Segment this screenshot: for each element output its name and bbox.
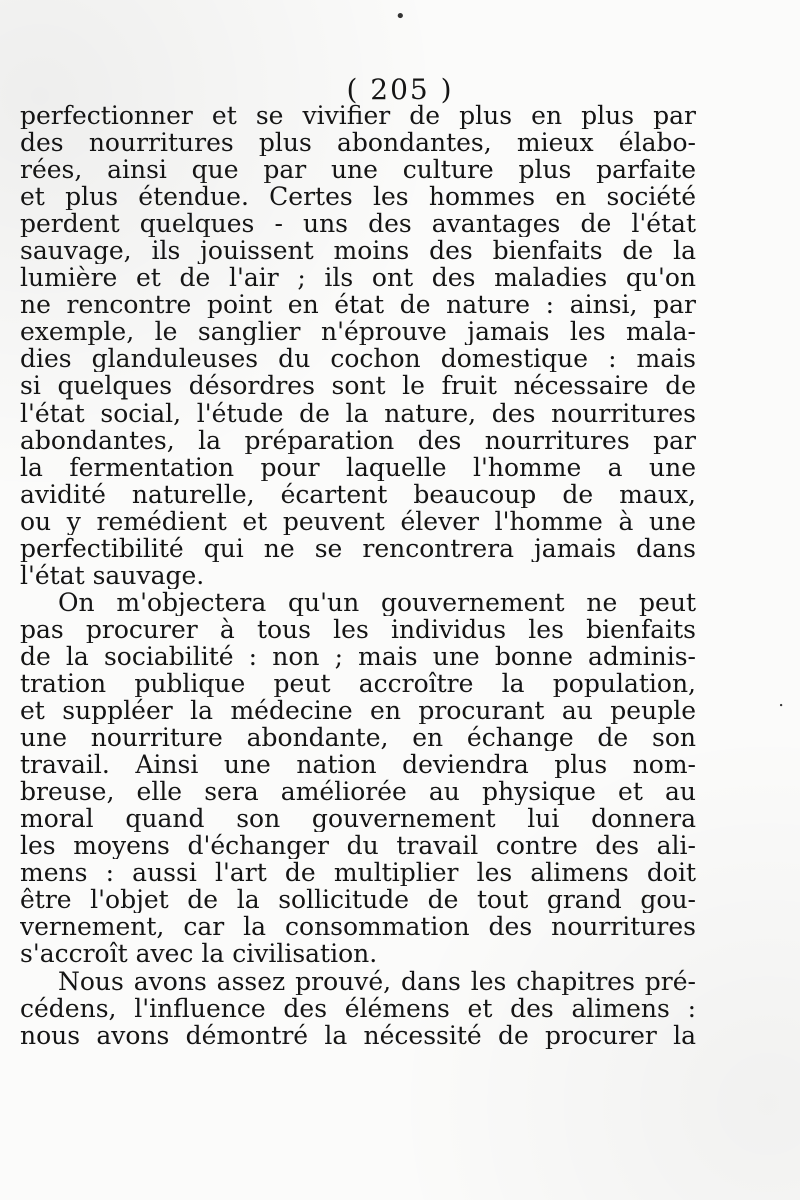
text-line: une nourriture abondante, en échange de son (20, 724, 696, 752)
text-line: dies glanduleuses du cochon domestique : mais (20, 345, 696, 373)
text-line: et plus étendue. Certes les hommes en société (20, 183, 696, 211)
text-line: breuse, elle sera améliorée au physique et au (20, 778, 696, 806)
text-line: vernement, car la consommation des nourritures (20, 913, 696, 941)
text-line: cédens, l'influence des élémens et des alimens : (20, 994, 696, 1022)
text-line: avidité naturelle, écartent beaucoup de maux, (20, 480, 696, 508)
text-line: exemple, le sanglier n'éprouve jamais les mala- (20, 318, 696, 346)
side-ink-mark: . (778, 690, 784, 711)
text-line: tration publique peut accroître la population, (20, 669, 696, 698)
page-number: ( 205 ) (346, 73, 454, 106)
text-line: l'état social, l'étude de la nature, des nourritures (20, 399, 696, 427)
text-line: ne rencontre point en état de nature : ainsi, par (20, 291, 696, 319)
text-line: les moyens d'échanger du travail contre des ali- (20, 832, 696, 860)
text-line: si quelques désordres sont le fruit nécessaire de (20, 372, 696, 400)
text-line: perdent quelques - uns des avantages de l'état (20, 210, 696, 238)
text-line: sauvage, ils jouissent moins des bienfaits de la (20, 237, 696, 265)
text-line: s'accroît avec la civilisation. (20, 940, 378, 968)
text-line: perfectionner et se vivifier de plus en plus par (20, 102, 696, 130)
text-line: travail. Ainsi une nation deviendra plus nom- (20, 751, 696, 779)
paragraph-start-line: On m'objectera qu'un gouvernement ne peut (58, 588, 696, 616)
text-line: la fermentation pour laquelle l'homme a une (20, 453, 696, 481)
text-line: de la sociabilité : non ; mais une bonne adminis- (20, 642, 696, 670)
text-line: l'état sauvage. (20, 561, 205, 589)
text-line: mens : aussi l'art de multiplier les alimens doit (20, 859, 696, 887)
text-line: des nourritures plus abondantes, mieux élabo- (20, 129, 696, 157)
text-line: rées, ainsi que par une culture plus parfaite (20, 156, 696, 184)
paragraph-start-line: Nous avons assez prouvé, dans les chapitres pré- (58, 967, 696, 995)
text-line: pas procurer à tous les individus les bienfaits (20, 615, 696, 643)
text-line: être l'objet de la sollicitude de tout grand gou- (20, 886, 696, 914)
text-line: perfectibilité qui ne se rencontrera jamais dans (20, 534, 696, 562)
top-ink-mark: • (395, 6, 406, 27)
text-line: moral quand son gouvernement lui donnera (20, 805, 696, 833)
text-line: abondantes, la préparation des nourritures par (20, 426, 696, 454)
text-line: et suppléer la médecine en procurant au peuple (20, 697, 696, 725)
page-text (20, 102, 696, 1049)
text-line: ou y remédient et peuvent élever l'homme à une (20, 507, 696, 535)
text-line: nous avons démontré la nécessité de procurer la (20, 1021, 696, 1049)
text-line: lumière et de l'air ; ils ont des maladies qu'on (20, 264, 696, 292)
